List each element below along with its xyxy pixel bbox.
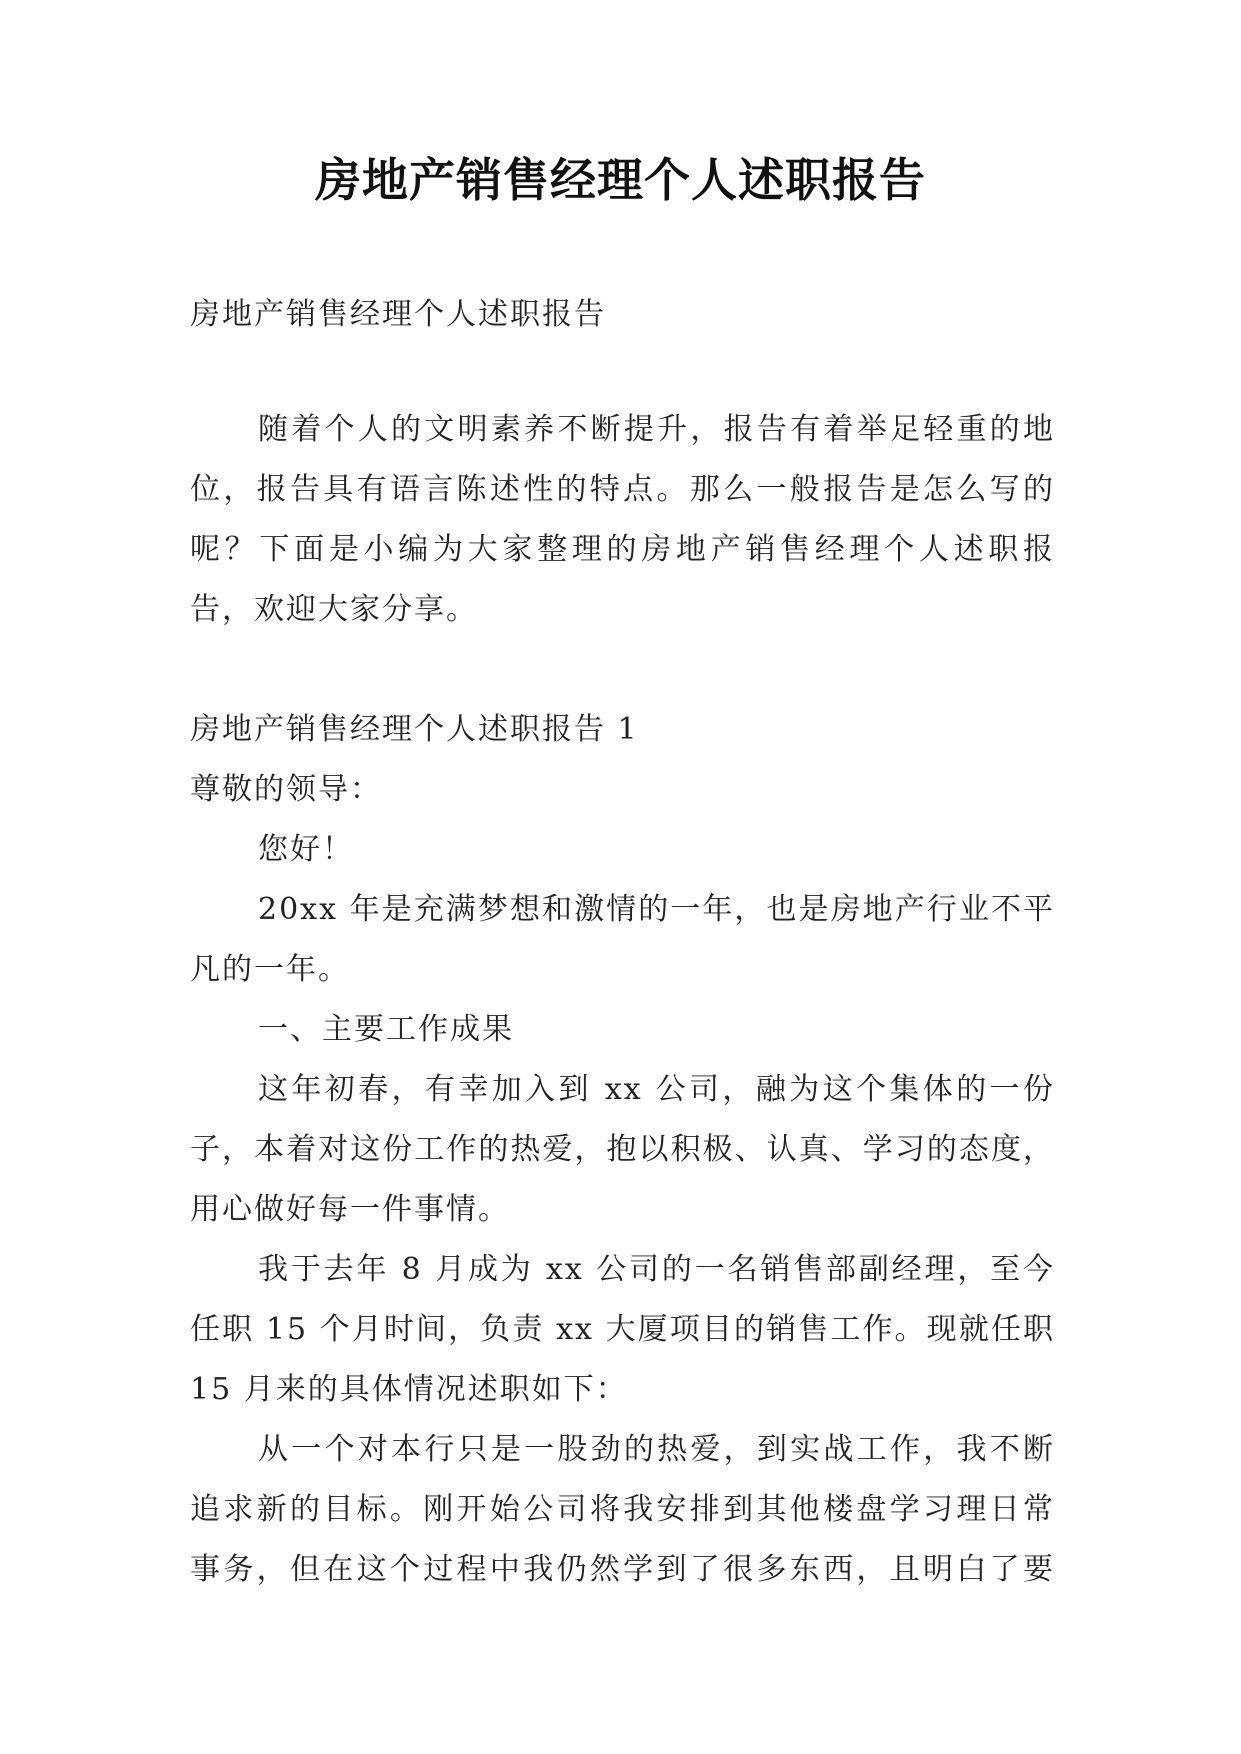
intro-line: 告，欢迎大家分享。	[190, 592, 478, 627]
section-heading: 房地产销售经理个人述职报告 1	[190, 712, 639, 747]
paragraph-line: 我于去年 8 月成为 xx 公司的一名销售部副经理，至今	[258, 1252, 1055, 1287]
salutation: 尊敬的领导：	[190, 772, 382, 807]
document-subtitle: 房地产销售经理个人述职报告	[190, 297, 606, 332]
paragraph-line: 凡的一年。	[190, 952, 350, 987]
paragraph-line: 用心做好每一件事情。	[190, 1192, 510, 1227]
subheading-main-achievements: 一、主要工作成果	[258, 1012, 514, 1047]
greeting: 您好！	[258, 832, 354, 867]
document-subtitle-block	[190, 285, 1055, 345]
intro-paragraph	[190, 400, 1055, 640]
intro-line: 呢？下面是小编为大家整理的房地产销售经理个人述职报	[190, 532, 1055, 567]
intro-line: 位，报告具有语言陈述性的特点。那么一般报告是怎么写的	[190, 472, 1055, 507]
paragraph-line: 子，本着对这份工作的热爱，抱以积极、认真、学习的态度，	[190, 1132, 1055, 1167]
paragraph-line: 15 月来的具体情况述职如下：	[190, 1372, 628, 1407]
intro-line: 随着个人的文明素养不断提升，报告有着举足轻重的地	[258, 412, 1055, 447]
paragraph-line: 20xx 年是充满梦想和激情的一年，也是房地产行业不平	[258, 892, 1055, 927]
paragraph-line: 这年初春，有幸加入到 xx 公司，融为这个集体的一份	[258, 1072, 1055, 1107]
report-body	[190, 700, 1055, 1600]
paragraph-line: 追求新的目标。刚开始公司将我安排到其他楼盘学习理日常	[190, 1492, 1055, 1527]
paragraph-line: 从一个对本行只是一股劲的热爱，到实战工作，我不断	[258, 1432, 1055, 1467]
paragraph-line: 事务，但在这个过程中我仍然学到了很多东西，且明白了要	[190, 1552, 1055, 1587]
document-title: 房地产销售经理个人述职报告	[315, 153, 926, 207]
paragraph-line: 任职 15 个月时间，负责 xx 大厦项目的销售工作。现就任职	[190, 1312, 1055, 1347]
